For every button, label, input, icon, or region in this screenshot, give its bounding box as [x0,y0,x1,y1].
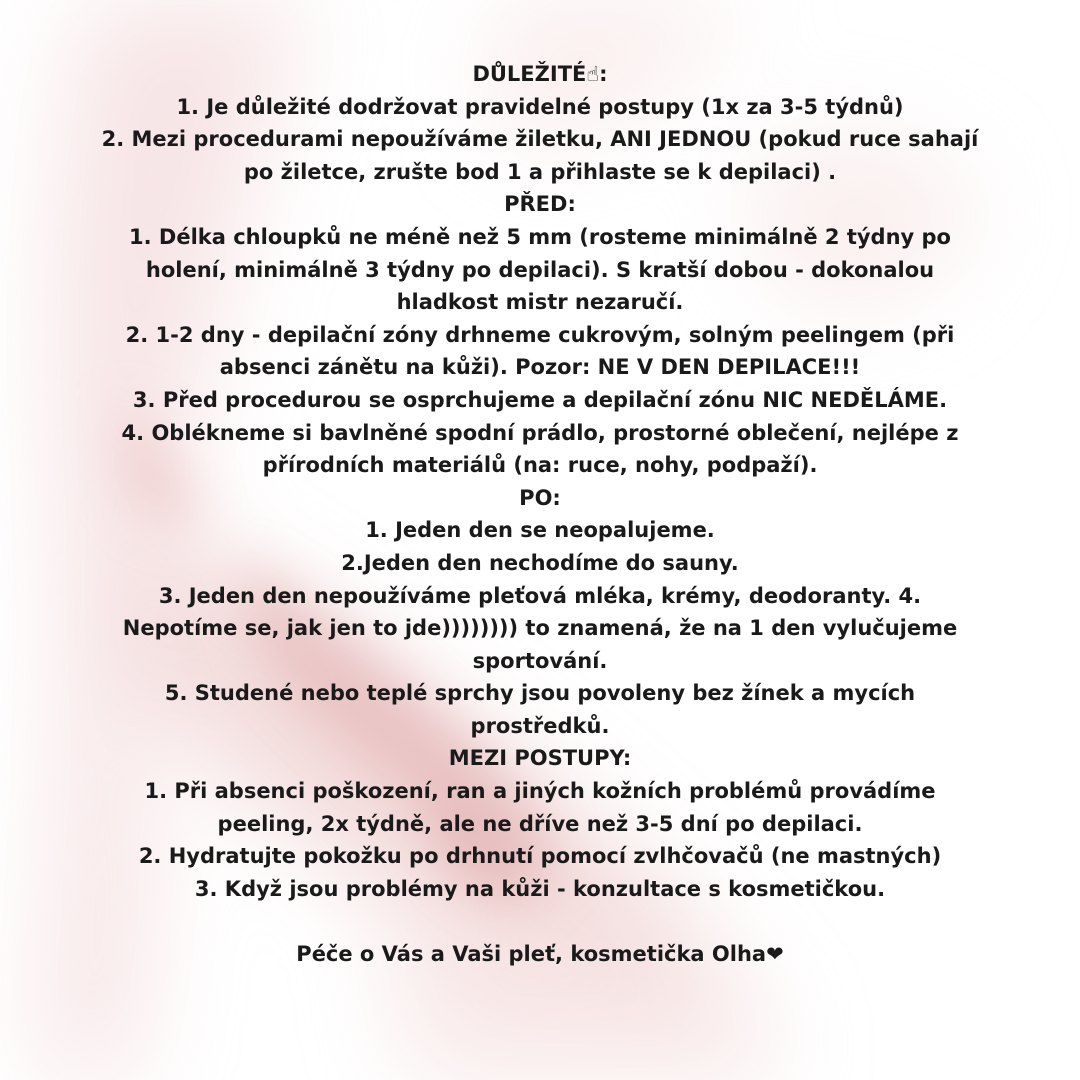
after-item-5: 5. Studené nebo teplé sprchy jsou povoleny bez žínek a mycích prostředků. [164,681,916,738]
heading-important: DŮLEŽITÉ☝: [472,62,608,86]
between-item-3: 3. Když jsou problémy na kůži - konzultace s kosmetičkou. [194,876,886,901]
heading-between: MEZI POSTUPY: [448,746,632,771]
care-instructions-text [100,58,980,971]
before-item-3: 3. Před procedurou se osprchujeme a depilační zónu NIC NEDĚLÁME. [132,387,948,412]
before-item-2: 2. 1-2 dny - depilační zóny drhneme cukrovým, solným peelingem (při absenci zánětu na kůži). Pozor: NE V DEN DEPILACE!!! [125,322,955,380]
signature: Péče o Vás a Vaši pleť, kosmetička Olha❤ [296,942,784,967]
between-item-1: 1. Při absenci poškození, ran a jiných kožních problémů provádíme peeling, 2x týdně, ale ne dříve než 3-5 dní po depilaci. [144,779,936,836]
between-item-2: 2. Hydratujte pokožku po drhnutí pomocí zvlhčovačů (ne mastných) [138,844,942,869]
before-item-1: 1. Délka chloupků ne méně než 5 mm (rosteme minimálně 2 týdny po holení, minimálně 3 týdny po depilaci). S kratší dobou - dokonalou hladkost mistr nezaručí. [129,224,951,315]
important-item-2: 2. Mezi procedurami nepoužíváme žiletku, ANI JEDNOU (pokud ruce sahají po žiletce, zrušte bod 1 a přihlaste se k depilaci) . [101,127,979,184]
heading-before: PŘED: [504,192,576,217]
important-item-1: 1. Je důležité dodržovat pravidelné postupy (1x za 3-5 týdnů) [176,94,904,119]
after-item-3-4: 3. Jeden den nepoužíváme pleťová mléka, krémy, deodoranty. 4. Nepotíme se, jak jen to jde)))))))) to znamená, že na 1 den vylučujeme sportování. [122,583,958,673]
heading-after: PO: [519,485,561,510]
after-item-2: 2.Jeden den nechodíme do sauny. [341,550,739,575]
after-item-1: 1. Jeden den se neopalujeme. [365,518,715,543]
before-item-4: 4. Oblékneme si bavlněné spodní prádlo, prostorné oblečení, nejlépe z přírodních materiálů (na: ruce, nohy, podpaží). [121,420,959,478]
